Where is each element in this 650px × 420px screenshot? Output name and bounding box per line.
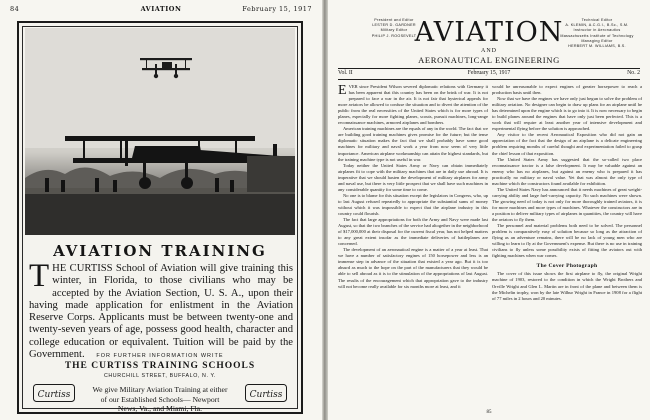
- cover-photo-heading: The Cover Photograph: [536, 263, 598, 270]
- school-name: THE CURTISS TRAINING SCHOOLS: [64, 361, 256, 371]
- masthead-right-line: Instructor in Aeronautics: [573, 28, 621, 33]
- masthead-left-line: Military Editor: [380, 28, 408, 33]
- curtiss-logo-right: [245, 384, 287, 402]
- magazine-subtitle: AERONAUTICAL ENGINEERING: [418, 55, 560, 65]
- running-title: AVIATION: [140, 5, 182, 13]
- editorial-paragraph: No one is to blame for this situation except the legislators in Congress, who, up to last August refused repeatedly to appropriate the substantial sums of money without which it was impossible to expect that the airplane industry in this country could flourish.: [338, 192, 488, 216]
- ad-body-text: HE CURTISS School of Aviation will give training this winter, in Florida, to those civilians who may be accepted by the Aviation Section, U. S. A., upon their having made application for enlistment in the Aviation Reserve Corps. Applicants must be between twenty-one and twenty-seven years of age, possess good health, character and college education or equivalent. Tuition will be paid by the Government.: [29, 263, 293, 361]
- hangar-shape: [247, 156, 295, 192]
- masthead-left-line: LESTER D. GARDNER: [372, 23, 416, 28]
- magazine-title-and: AND: [481, 48, 497, 54]
- curtiss-logo-left: [33, 384, 75, 402]
- ad-dropcap: T: [29, 258, 50, 294]
- page-number-right: 85: [486, 410, 492, 415]
- editorial-paragraph: The personnel and material problems both need to be solved. The personnel problem is comparatively easy of solution because so long as the attraction of flying as an adventure remains, there will be no lack of young men who are willing to learn to fly at the Government's expense. But there is no use in training civilians to fly unless some possibility exists of fitting the aviators out with fighting machines when war comes.: [492, 223, 642, 259]
- running-date: February 15, 1917: [242, 5, 312, 13]
- editorial-paragraph: American training machines are the equals of any in the world. The fact that we are building good training machines gives promise for the future; but the tense diplomatic situation makes the fact that we shall probably have some good machines for military and naval work a year from now seem of very little importance. American airplane workmanship can attain the highest standards, but the training machine type is not useful in war.: [338, 126, 488, 162]
- right-page: [328, 0, 650, 420]
- magazine-title: AVIATION: [414, 17, 564, 48]
- editorial-paragraph: The development of an aeronautical engine is a matter of a year at least. That we have a number of satisfactory engines of 150 horsepower and less is an immense step in advance of the situation that existed a year ago. But it is too absurd as much to the hope on the part of the manufacturers that they would be able to sell abroad as it is to the stimulation of the appropriations of last August. The results of the encouragement which that appropriation gave to the industry will not become really available for six months more at least, and it: [338, 247, 488, 289]
- masthead-right-line: Managing Editor: [581, 38, 613, 43]
- editorial-column-2: [492, 84, 642, 410]
- header-rule-bottom: [338, 79, 640, 80]
- editorial-column-1: [338, 84, 488, 410]
- masthead-right-line: HERBERT M. WILLIAMS, B.S.: [568, 44, 626, 49]
- volume-label: Vol. II: [338, 70, 353, 76]
- logo-text-left: Curtiss: [37, 390, 71, 400]
- logo-text-right: Curtiss: [249, 390, 283, 400]
- ad-heading: AVIATION TRAINING: [53, 242, 267, 260]
- editorial-paragraph: The fact that large appropriations for both the Army and Navy were made last August, so that the two branches of the service had altogether in the neighborhood of $17,000,000 at their disposal for the current fiscal year, has not helped matters to any great extent insofar as the immediate deliveries of battleplanes are concerned.: [338, 217, 488, 247]
- curtiss-advertisement: [17, 21, 303, 414]
- masthead-right-line: Massachusetts Institute of Technology: [560, 33, 634, 38]
- issue-line: [338, 70, 640, 78]
- header-rule-top: [338, 68, 640, 69]
- airfield-photo: [25, 28, 295, 235]
- editorial-paragraph: Today neither the United States Army or Navy can obtain immediately airplanes fit to cope with the military machines that are in daily use abroad. It is imperative that we should hasten the development of military airplanes for army and naval use, but there is very little prospect that we shall have such machines in any considerable quantity for some time to come.: [338, 162, 488, 192]
- running-head: [10, 5, 312, 15]
- school-note: We give Military Aviation Training at either of our Established Schools— Newport News, Va., and Miami, Fla.: [92, 385, 228, 414]
- airfield-illustration: [25, 28, 295, 235]
- editorial-paragraph: Now that we have the engines we have only just begun to solve the problem of military aviation. No designer can begin to draw up plans for an airplane until he has determined upon the engine which is to go into it. It is now necessary to begin to build planes around the engines that have only just been perfected. This is a work that will require at least another year of intensive development and experimental flying before the solution is approached.: [492, 96, 642, 132]
- issue-date: February 15, 1917: [467, 70, 511, 76]
- further-info-label: FOR FURTHER INFORMATION WRITE: [96, 353, 224, 359]
- editorial-paragraph: The United States Navy has announced that it needs machines of great weight-carrying ability and large fuel-carrying capacity. No such machines were shown. The growing need of today is not only for more thoroughly trained aviators, it is for more machines and more types of machines. Whatever the constructors are in a position to deliver military types of airplanes in quantities, the country will have the aviators to fly them.: [492, 186, 642, 223]
- masthead-right: [556, 18, 638, 49]
- paragraph-text: VER since President Wilson severed diplomatic relations with Germany it has been apparent that this country has been on the brink of war. It is not prepared to face a war in the air. It is not fair that hysterical appeals for more aviators be allowed to confuse the situation and to divert the attention of the public from the real necessities of the United States which is for more types of planes, especially for more fighting planes, scouts, pursuit machines, long-range reconnaissance machines, armored airplanes and bombers.: [338, 84, 488, 126]
- masthead-left-line: President and Editor: [374, 18, 414, 22]
- editorial-paragraph: would be unreasonable to expect engines of greater horsepower to reach a production basis until then.: [492, 84, 642, 96]
- masthead-right-line: A. KLEMIN, A.C.G.I., B.Sc., S.M.: [565, 23, 629, 28]
- masthead-left-line: PHILIP J. ROOSEVELT: [371, 33, 417, 38]
- left-page: [0, 0, 322, 420]
- cover-photo-paragraph: The cover of this issue shows the first airplane to fly, the original Wright machine of 1903, restored to the condition in which the Wright Brothers and Orville Wright and Glen L. Martin are in front of the plane and between them is the Michelin trophy, won by the late Wilbur Wright in France in 1908 for a flight of 77 miles in 2 hours and 20 minutes.: [492, 271, 642, 301]
- issue-number: No. 2: [627, 70, 640, 76]
- ad-body: [29, 258, 293, 361]
- editorial-paragraph: Any visitor to the recent Aeronautical Exposition who did not gain an appreciation of the fact that the design of an airplane is a delicate engineering problem requiring months of careful thought and experimentation failed to grasp the chief lesson of that exposition.: [492, 132, 642, 156]
- editorial-dropcap: E: [338, 84, 347, 98]
- page-number-left: 84: [10, 5, 20, 13]
- school-address: CHURCHILL STREET, BUFFALO, N. Y.: [103, 373, 217, 379]
- editorial-paragraph: [338, 84, 488, 126]
- masthead-right-line: Technical Editor: [581, 18, 613, 22]
- editorial-paragraph: The United States Army has suggested that the so-called two place reconnaissance tractor is a false development. It may be valuable against an enemy who has no airplanes, but against an enemy who is prepared it has practically no military or naval value. Yet that was almost the only type of machine which the constructors found available for exhibition.: [492, 156, 642, 186]
